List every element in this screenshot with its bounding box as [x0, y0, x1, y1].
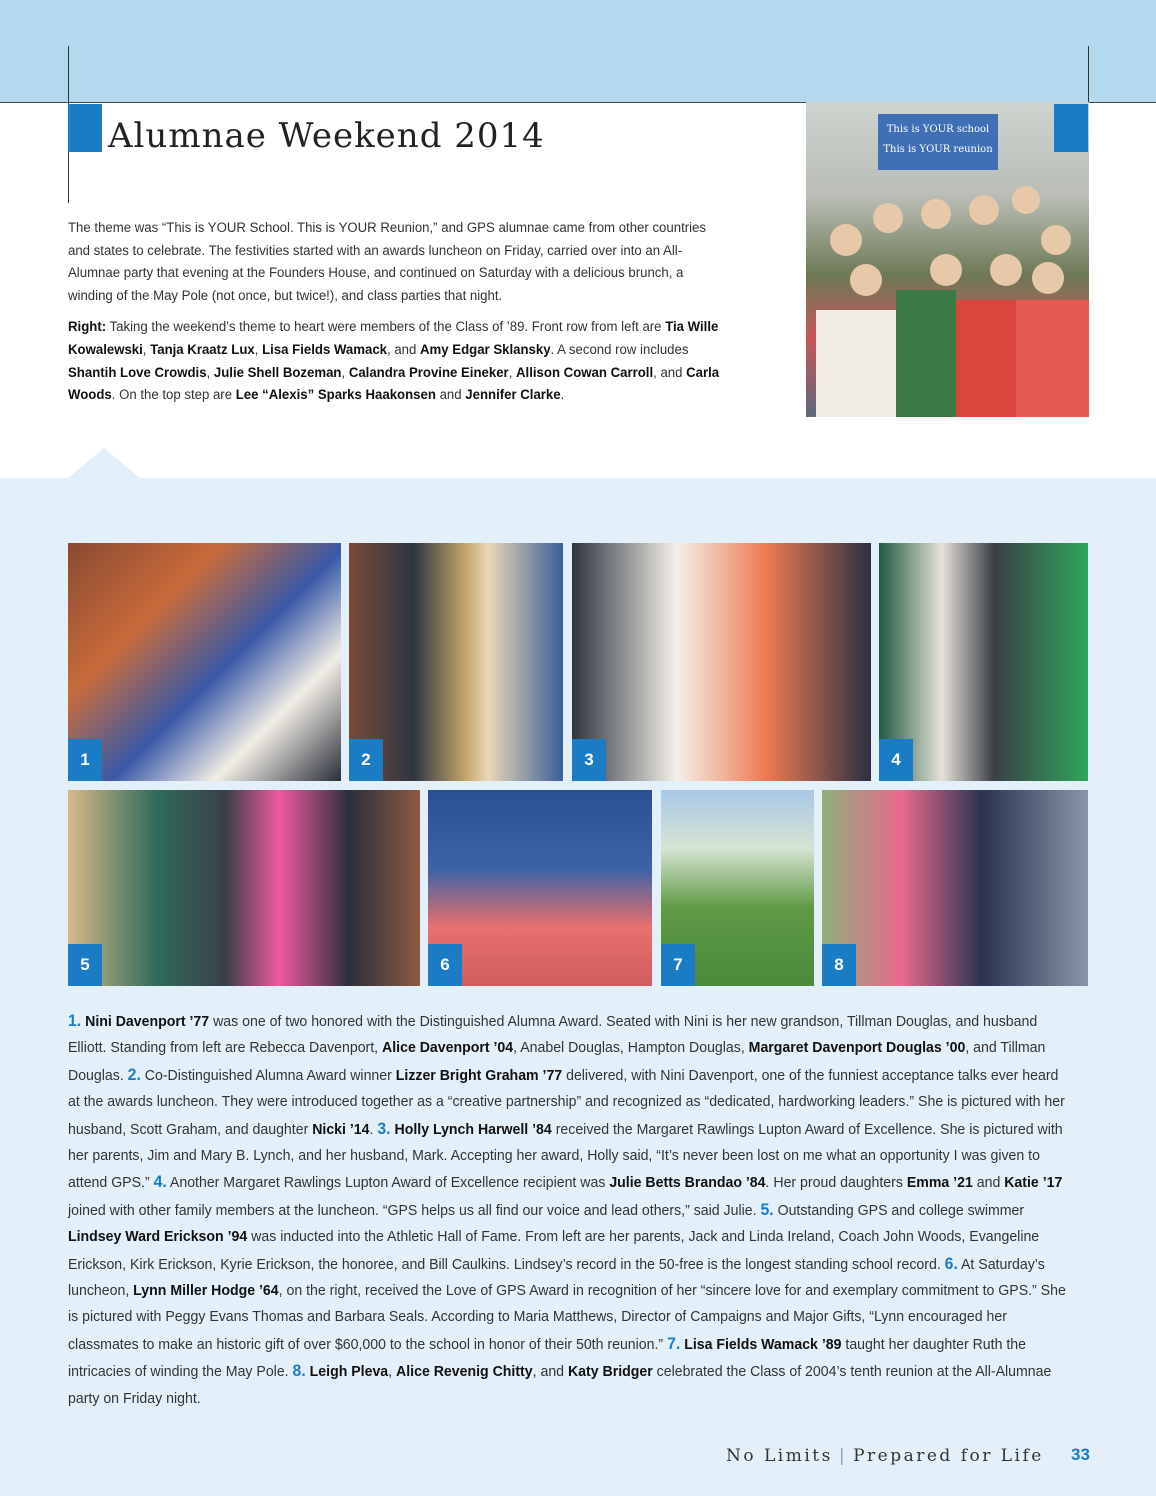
- intro-text: [68, 217, 730, 416]
- photo-number-4: 4: [879, 739, 913, 781]
- panel-notch: [0, 440, 1156, 540]
- photo-5-erickson-family: [68, 790, 420, 986]
- photo-number-7: 7: [661, 944, 695, 986]
- hero-photo-caption: Right: Taking the weekend’s theme to heart were members of the Class of ’89. Front row from left are Tia Wille Kowalewski, Tanja Kraatz Lux, Lisa Fields Wamack, and Amy Edgar Sklansky. A second row includes Shantih Love Crowdis, Julie Shell Bozeman, Calandra Provine Eineker, Allison Cowan Carroll, and Carla Woods. On the top step are Lee “Alexis” Sparks Haakonsen and Jennifer Clarke.: [68, 319, 720, 404]
- intro-paragraph: The theme was “This is YOUR School. This is YOUR Reunion,” and GPS alumnae came from other countries and states to celebrate. The festivities started with an awards luncheon on Friday, carried over into an All-Alumnae party that evening at the Founders House, and continued on Saturday with a delicious brunch, a winding of the May Pole (not once, but twice!), and class parties that night.: [68, 220, 706, 304]
- photo-3-harwell-family: [572, 543, 871, 781]
- photo-1-davenport-family: [68, 543, 341, 781]
- footer-tagline: No Limits | Prepared for Life: [726, 1446, 1044, 1466]
- photo-2-graham-family: [349, 543, 563, 781]
- page-number: 33: [1071, 1445, 1090, 1464]
- header-band: [0, 0, 1156, 103]
- photo-number-8: 8: [822, 944, 856, 986]
- photo-number-5: 5: [68, 944, 102, 986]
- photo-4-brandao-family: [879, 543, 1088, 781]
- hero-photo-class-of-89: [806, 102, 1089, 417]
- title-accent-block: [68, 104, 102, 152]
- reunion-banner: This is YOUR school This is YOUR reunion: [878, 114, 998, 170]
- group-portrait: [806, 170, 1089, 417]
- photo-6-hodge-luncheon: [428, 790, 652, 986]
- page-title: Alumnae Weekend 2014: [108, 116, 545, 156]
- photo-number-6: 6: [428, 944, 462, 986]
- photo-number-3: 3: [572, 739, 606, 781]
- photo-7-may-pole: [661, 790, 814, 986]
- photo-number-2: 2: [349, 739, 383, 781]
- photo-captions: 1. Nini Davenport ’77 was one of two honored with the Distinguished Alumna Award. Seated with Nini is her new grandson, Tillman Douglas, and husband Elliott. Standing from left are Rebecca Davenport, Alice Davenport ’04, Anabel Douglas, Hampton Douglas, Margaret Davenport Douglas ’00, and Tillman Douglas. 2. Co-Distinguished Alumna Award winner Lizzer Bright Graham ’77 delivered, with Nini Davenport, one of the funniest acceptance talks ever heard at the awards luncheon. They were introduced together as a “creative partnership” and recognized as “dedicated, hardworking leaders.” She is pictured with her husband, Scott Graham, and daughter Nicki ’14. 3. Holly Lynch Harwell ’84 received the Margaret Rawlings Lupton Award of Excellence. She is pictured with her parents, Jim and Mary B. Lynch, and her husband, Mark. Accepting her award, Holly said, “It’s never been lost on me what an opportunity I was given to attend GPS.” 4. Another Margaret Rawlings Lupton Award of Excellence recipient was Julie Betts Brandao ’84. Her proud daughters Emma ’21 and Katie ’17 joined with other family members at the luncheon. “GPS helps us all find our voice and lead others,” said Julie. 5. Outstanding GPS and college swimmer Lindsey Ward Erickson ’94 was inducted into the Athletic Hall of Fame. From left are her parents, Jack and Linda Ireland, Coach John Woods, Evangeline Erickson, Kirk Erickson, Kyrie Erickson, the honoree, and Bill Caulkins. Lindsey’s record in the 50-free is the longest standing school record. 6. At Saturday’s luncheon, Lynn Miller Hodge ’64, on the right, received the Love of GPS Award in recognition of her “sincere love for and exemplary commitment to GPS.” She is pictured with Peggy Evans Thomas and Barbara Seals. According to Maria Matthews, Director of Campaigns and Major Gifts, “Lynn encouraged her classmates to make an historic gift of over $60,000 to the school in honor of their 50th reunion.” 7. Lisa Fields Wamack ’89 taught her daughter Ruth the intricacies of winding the May Pole. 8. Leigh Pleva, Alice Revenig Chitty, and Katy Bridger celebrated the Class of 2004’s tenth reunion at the All-Alumnae party on Friday night.: [68, 1011, 1066, 1407]
- right-rule: [1088, 46, 1089, 102]
- photo-8-class-of-2004: [822, 790, 1088, 986]
- photo-number-1: 1: [68, 739, 102, 781]
- hero-accent-block: [1054, 104, 1088, 152]
